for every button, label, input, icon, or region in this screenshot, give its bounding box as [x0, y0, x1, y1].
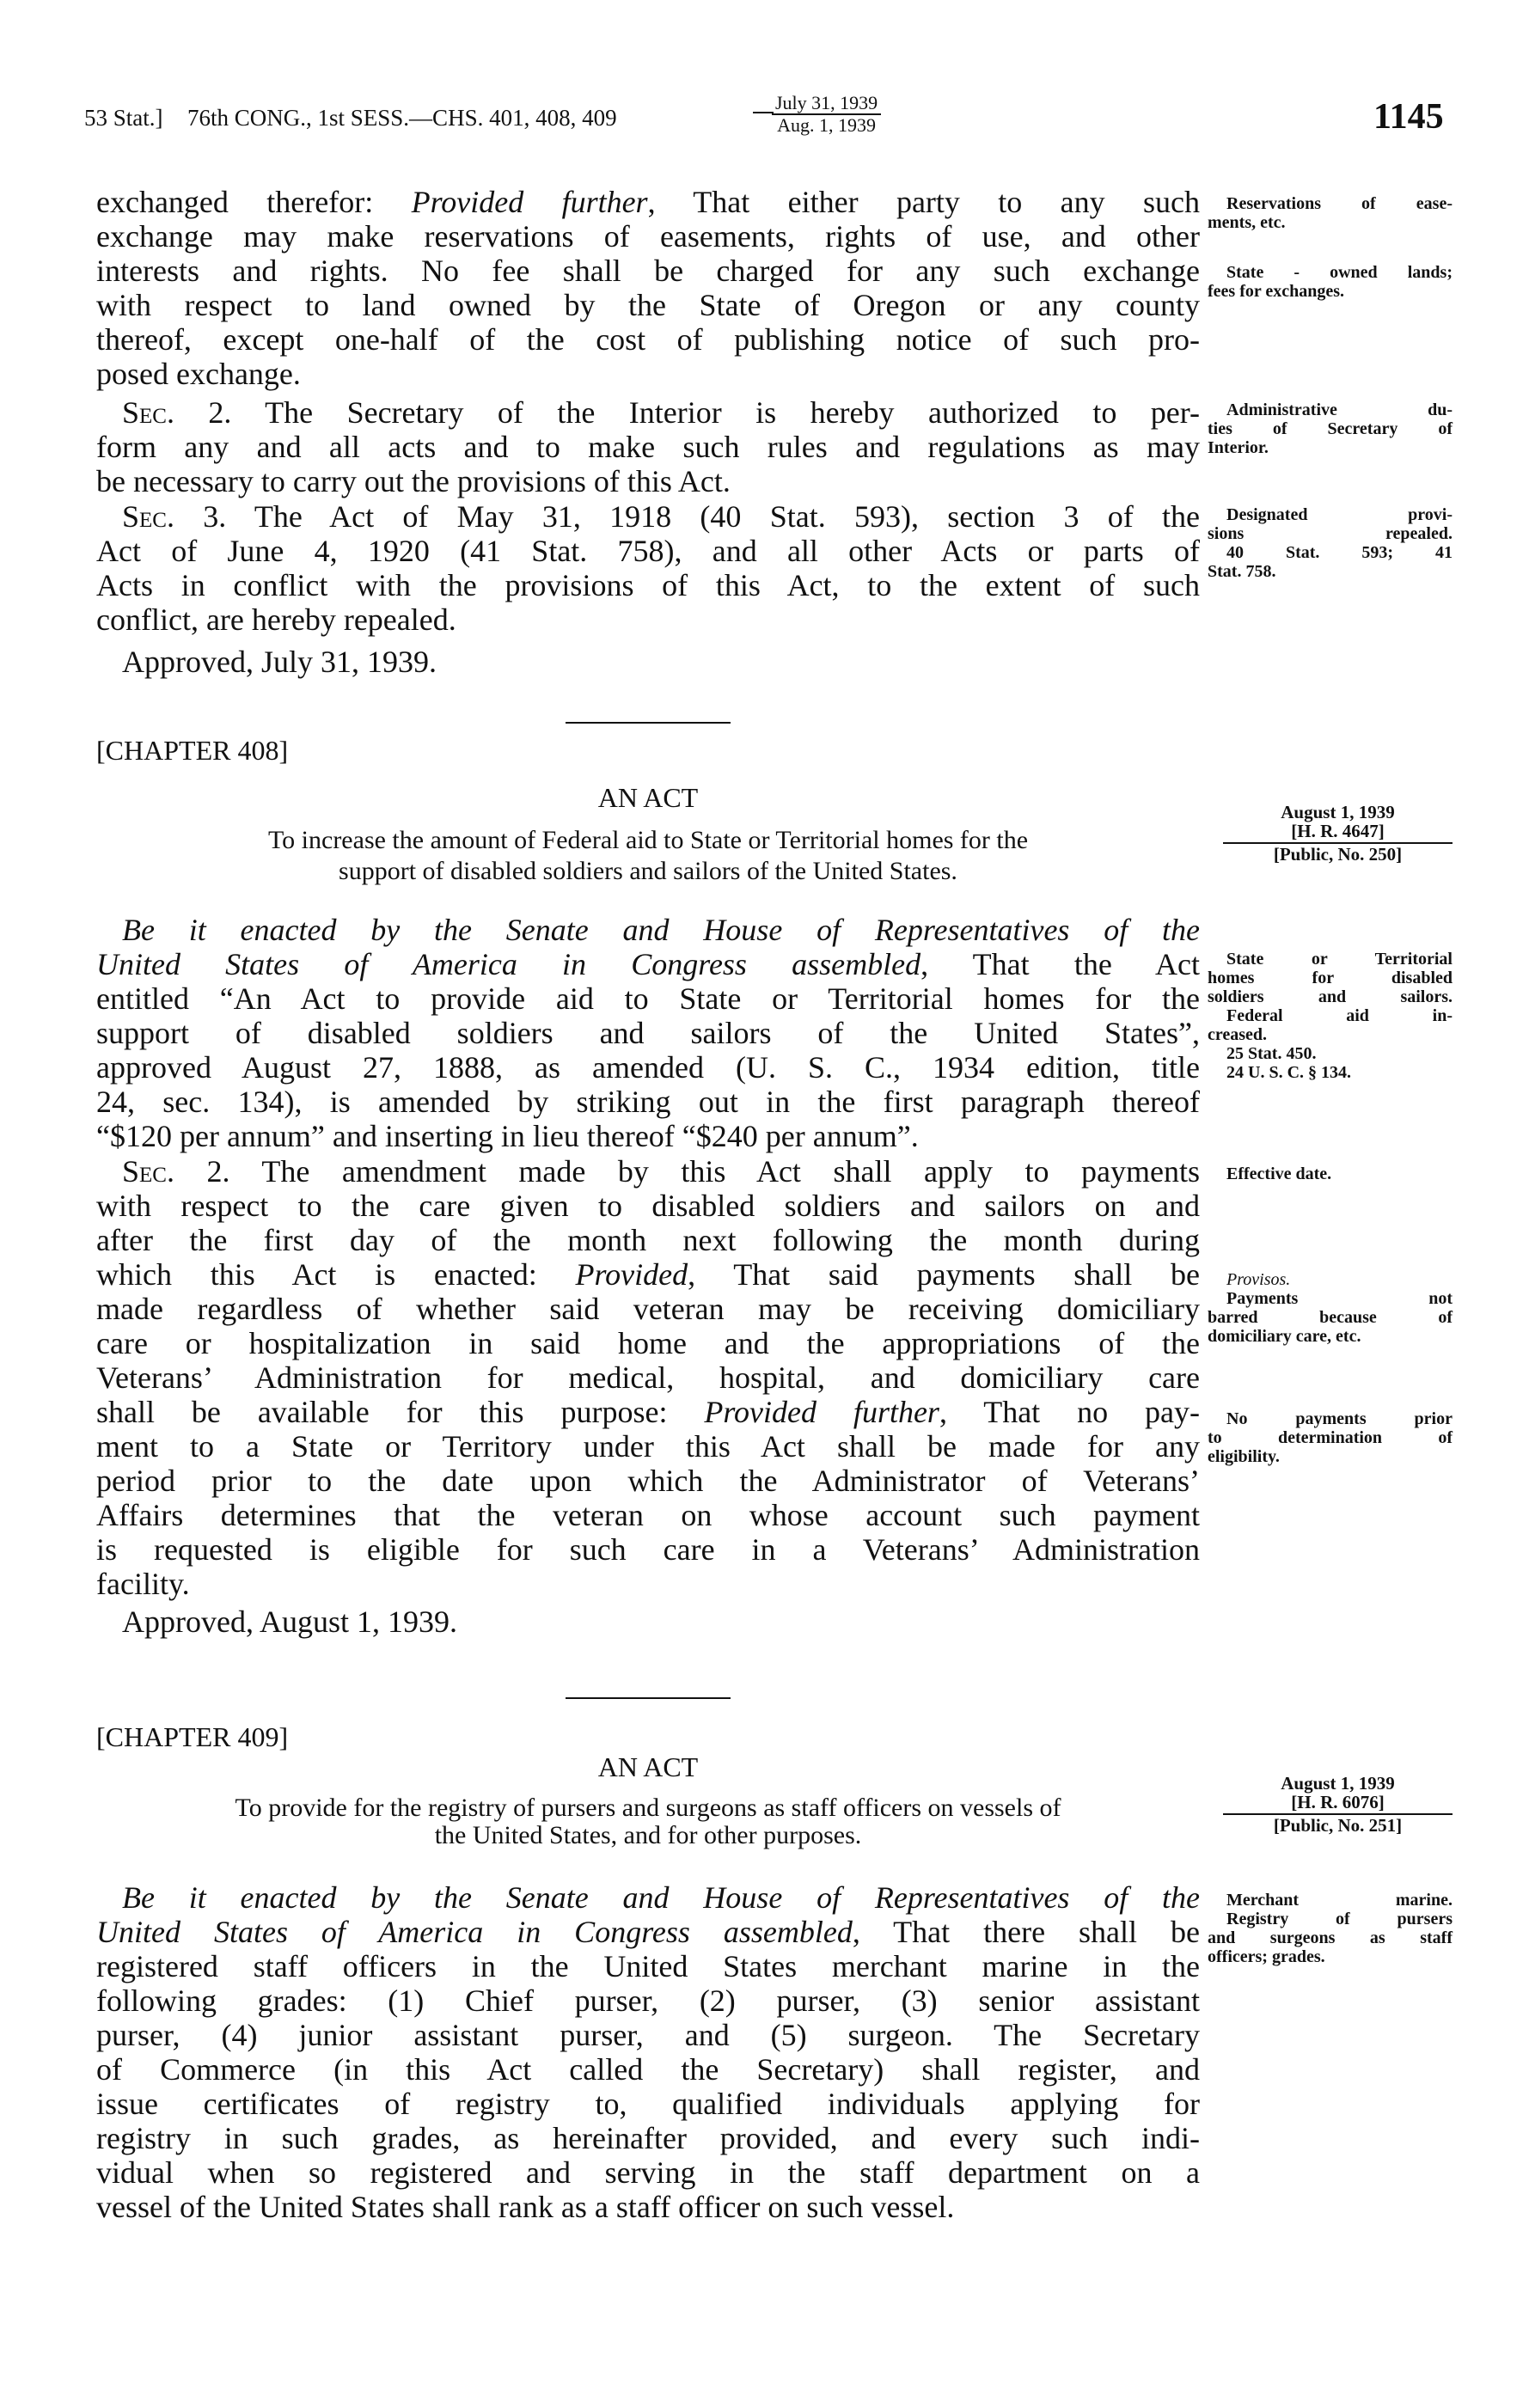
note-homes	[1208, 950, 1453, 1082]
text-line	[96, 1189, 1200, 1223]
margin-note-line: 24 U. S. C. § 134.	[1226, 1063, 1352, 1082]
title-line: support of disabled soldiers and sailors of the United States.	[339, 857, 957, 885]
divider	[566, 1697, 731, 1699]
text: vidual when so registered and serving in the staff department on a	[96, 2155, 1200, 2190]
text: issue certificates of registry to, qualified individuals applying for	[96, 2087, 1200, 2121]
margin-note-line: 25 Stat. 450.	[1226, 1044, 1317, 1063]
italic-text: United States of America in Congress assembled	[96, 947, 921, 981]
margin-note-line: and surgeons as staff	[1208, 1928, 1453, 1947]
italic-text: United States of America in Congress assembled	[96, 1915, 853, 1949]
section-label: Sec.	[122, 395, 174, 430]
text: 2. The Secretary of the Interior is hereby authorized to per-	[174, 395, 1200, 430]
text-line	[96, 1949, 1200, 1983]
text: , That the Act	[920, 947, 1201, 981]
text-line	[96, 464, 1200, 498]
margin-note-line: soldiers and sailors.	[1208, 987, 1453, 1006]
bill-number: [H. R. 4647]	[1291, 821, 1385, 841]
text: exchange may make reservations of easements, rights of use, and other	[96, 219, 1200, 254]
text-line	[96, 395, 1200, 430]
text: with respect to the care given to disabled soldiers and sailors on and	[96, 1189, 1200, 1223]
ch408-approved: Approved, August 1, 1939.	[122, 1604, 457, 1639]
text: entitled “An Act to provide aid to State or Territorial homes for the	[96, 981, 1200, 1016]
text-line	[96, 1223, 1200, 1257]
note-state-owned	[1208, 263, 1453, 301]
text-line	[96, 322, 1200, 357]
text: be necessary to carry out the provisions of this Act.	[96, 464, 731, 498]
text-line	[96, 1567, 1200, 1601]
text: made regardless of whether said veteran may be receiving domiciliary	[96, 1292, 1200, 1326]
text: approved August 27, 1888, as amended (U. S. C., 1934 edition, title	[96, 1050, 1200, 1085]
text: 24, sec. 134), is amended by striking out in the first paragraph thereof	[96, 1085, 1200, 1119]
text-line	[96, 1257, 1200, 1292]
text-line	[96, 1360, 1200, 1395]
ch401-sec3	[96, 499, 1200, 637]
session-chapters: 76th CONG., 1st SESS.—CHS. 401, 408, 409	[187, 105, 617, 131]
act-date: August 1, 1939	[1281, 802, 1395, 822]
text: Affairs determines that the veteran on whose account such payment	[96, 1498, 1200, 1532]
text-line	[96, 1119, 1200, 1153]
text-line	[96, 913, 1200, 947]
title-line: To increase the amount of Federal aid to State or Territorial homes for the	[267, 826, 1029, 854]
text: care or hospitalization in said home and the appropriations of the	[96, 1326, 1200, 1360]
text-line	[96, 2190, 1200, 2224]
chapter-408-an-act: AN ACT	[597, 782, 699, 813]
text: after the first day of the month next following the month during	[96, 1223, 1200, 1257]
text-line	[96, 1532, 1200, 1567]
text-line	[96, 1016, 1200, 1050]
margin-note-line: Registry of pursers	[1226, 1910, 1453, 1928]
note-effective-date	[1208, 1164, 1453, 1183]
italic-text: Provided further	[704, 1395, 939, 1429]
text-line	[96, 1154, 1200, 1189]
text: of Commerce (in this Act called the Secretary) shall register, and	[96, 2052, 1200, 2087]
text-line	[96, 1880, 1200, 1915]
margin-note-line: State or Territorial	[1226, 950, 1453, 969]
text-line	[96, 2052, 1200, 2087]
note-administrative	[1208, 400, 1453, 457]
bill-number: [H. R. 6076]	[1291, 1792, 1385, 1812]
divider	[566, 722, 731, 724]
act-date: August 1, 1939	[1281, 1773, 1395, 1794]
margin-note-line: Interior.	[1208, 438, 1269, 457]
margin-note-line: Designated provi-	[1226, 505, 1453, 524]
text: which this Act is enacted:	[96, 1257, 576, 1292]
text: Veterans’ Administration for medical, hospital, and domiciliary care	[96, 1360, 1200, 1395]
text-line	[96, 1326, 1200, 1360]
section-label: Sec.	[122, 499, 174, 534]
text: posed exchange.	[96, 357, 301, 391]
text-line	[96, 1429, 1200, 1464]
text: Act of June 4, 1920 (41 Stat. 758), and all other Acts or parts of	[96, 534, 1200, 568]
italic-text: Provided further	[411, 185, 648, 219]
text-line	[96, 2121, 1200, 2155]
chapter-408-title	[96, 825, 1200, 887]
margin-note-line: fees for exchanges.	[1208, 282, 1345, 301]
text-line	[96, 1085, 1200, 1119]
margin-note-line: ments, etc.	[1208, 213, 1286, 232]
note-designated	[1208, 505, 1453, 581]
stat-volume: 53 Stat.]	[84, 105, 163, 131]
text-line	[96, 602, 1200, 637]
header-dates	[772, 93, 881, 136]
margin-note-line: Payments not	[1226, 1289, 1453, 1308]
note-no-payments	[1208, 1409, 1453, 1466]
margin-note-line: domiciliary care, etc.	[1208, 1327, 1361, 1346]
text: exchanged therefor:	[96, 185, 412, 219]
text: 3. The Act of May 31, 1918 (40 Stat. 593), section 3 of the	[174, 499, 1200, 534]
text: “$120 per annum” and inserting in lieu thereof “$240 per annum”.	[96, 1119, 919, 1153]
chapter-409-label: [CHAPTER 409]	[96, 1721, 289, 1752]
text-line	[96, 981, 1200, 1016]
text-line	[96, 2087, 1200, 2121]
text: is requested is eligible for such care in a Veterans’ Administration	[96, 1532, 1200, 1567]
text-line	[96, 1498, 1200, 1532]
margin-note-line: Stat. 758.	[1208, 562, 1276, 581]
text-line	[96, 947, 1200, 981]
text: , That there shall be	[852, 1915, 1200, 1949]
text: registered staff officers in the United States merchant marine in the	[96, 1949, 1200, 1983]
text: form any and all acts and to make such rules and regulations as may	[96, 430, 1200, 464]
text-line	[96, 534, 1200, 568]
margin-note-line: officers; grades.	[1208, 1947, 1325, 1966]
margin-note-line: Effective date.	[1226, 1164, 1332, 1183]
text-line	[96, 568, 1200, 602]
italic-text: Provided	[575, 1257, 688, 1292]
margin-note-line: eligibility.	[1208, 1447, 1280, 1466]
text: purser, (4) junior assistant purser, and (5) surgeon. The Secretary	[96, 2018, 1200, 2052]
text-line	[96, 430, 1200, 464]
title-line: the United States, and for other purposes.	[434, 1821, 862, 1849]
text: , That either party to any such	[647, 185, 1200, 219]
text: interests and rights. No fee shall be charged for any such exchange	[96, 254, 1200, 288]
margin-note-line: Merchant marine.	[1226, 1891, 1453, 1910]
chapter-408-act-id	[1223, 803, 1453, 864]
margin-note-line: Reservations of ease-	[1226, 194, 1453, 213]
margin-note-line: to determination of	[1208, 1428, 1453, 1447]
margin-note-line: creased.	[1208, 1025, 1268, 1044]
text-line	[96, 1050, 1200, 1085]
note-reservations	[1208, 194, 1453, 232]
text: registry in such grades, as hereinafter provided, and every such indi-	[96, 2121, 1200, 2155]
margin-note-line: ties of Secretary of	[1208, 419, 1453, 438]
text: , That said payments shall be	[688, 1257, 1200, 1292]
section-label: Sec.	[122, 1154, 174, 1189]
margin-note-line: barred because of	[1208, 1308, 1453, 1327]
text-line	[96, 219, 1200, 254]
text: vessel of the United States shall rank as a staff officer on such vessel.	[96, 2190, 955, 2224]
text: Acts in conflict with the provisions of this Act, to the extent of such	[96, 568, 1200, 602]
provisos-lines	[1208, 1289, 1453, 1346]
text: shall be available for this purpose:	[96, 1395, 705, 1429]
text-line	[96, 1983, 1200, 2018]
public-law-number: [Public, No. 251]	[1273, 1815, 1403, 1836]
note-merchant-marine	[1208, 1891, 1453, 1966]
text-line	[96, 185, 1200, 219]
header-date-bottom: Aug. 1, 1939	[777, 114, 877, 136]
title-line: To provide for the registry of pursers and surgeons as staff officers on vessels of	[235, 1794, 1061, 1822]
chapter-409-an-act: AN ACT	[597, 1751, 699, 1782]
text: thereof, except one-half of the cost of publishing notice of such pro-	[96, 322, 1200, 357]
text: support of disabled soldiers and sailors of the United States”,	[96, 1016, 1200, 1050]
margin-note-line: Federal aid in-	[1226, 1006, 1453, 1025]
text-line	[96, 2018, 1200, 2052]
text-line	[96, 499, 1200, 534]
ch408-sec2	[96, 1154, 1200, 1601]
text: , That no pay-	[939, 1395, 1200, 1429]
margin-note-line: 40 Stat. 593; 41	[1226, 543, 1453, 562]
running-header	[84, 92, 1459, 139]
margin-note-line: sions repealed.	[1208, 524, 1453, 543]
text-line	[96, 1915, 1200, 1949]
margin-note-line: No payments prior	[1226, 1409, 1453, 1428]
provisos-label: Provisos.	[1226, 1270, 1291, 1289]
header-date-top: July 31, 1939	[772, 93, 881, 115]
text: period prior to the date upon which the Administrator of Veterans’	[96, 1464, 1200, 1498]
italic-text: Be it enacted by the Senate and House of Representatives of the	[122, 1880, 1200, 1915]
text: conflict, are hereby repealed.	[96, 602, 456, 637]
text: facility.	[96, 1567, 190, 1601]
ch401-sec2	[96, 395, 1200, 498]
text: 2. The amendment made by this Act shall apply to payments	[174, 1154, 1200, 1189]
ch401-para1	[96, 185, 1200, 391]
text-line	[96, 1464, 1200, 1498]
chapter-408-label: [CHAPTER 408]	[96, 735, 289, 766]
chapter-409-act-id	[1223, 1774, 1453, 1835]
margin-note-line: homes for disabled	[1208, 969, 1453, 987]
text: ment to a State or Territory under this Act shall be made for any	[96, 1429, 1200, 1464]
public-law-number: [Public, No. 250]	[1273, 844, 1403, 865]
ch401-approved: Approved, July 31, 1939.	[122, 645, 437, 679]
text-line	[96, 1292, 1200, 1326]
text: following grades: (1) Chief purser, (2) purser, (3) senior assistant	[96, 1983, 1200, 2018]
text-line	[96, 254, 1200, 288]
chapter-409-title	[96, 1794, 1200, 1849]
text-line	[96, 2155, 1200, 2190]
text: with respect to land owned by the State of Oregon or any county	[96, 288, 1200, 322]
note-provisos	[1208, 1270, 1453, 1346]
text-line	[96, 288, 1200, 322]
page-number: 1145	[1373, 97, 1444, 137]
margin-note-line: State - owned lands;	[1226, 263, 1453, 282]
ch409-enacting-clause	[96, 1880, 1200, 2224]
italic-text: Be it enacted by the Senate and House of Representatives of the	[122, 913, 1200, 947]
margin-note-line: Administrative du-	[1226, 400, 1453, 419]
text-line	[96, 357, 1200, 391]
ch408-enacting-clause	[96, 913, 1200, 1153]
text-line	[96, 1395, 1200, 1429]
